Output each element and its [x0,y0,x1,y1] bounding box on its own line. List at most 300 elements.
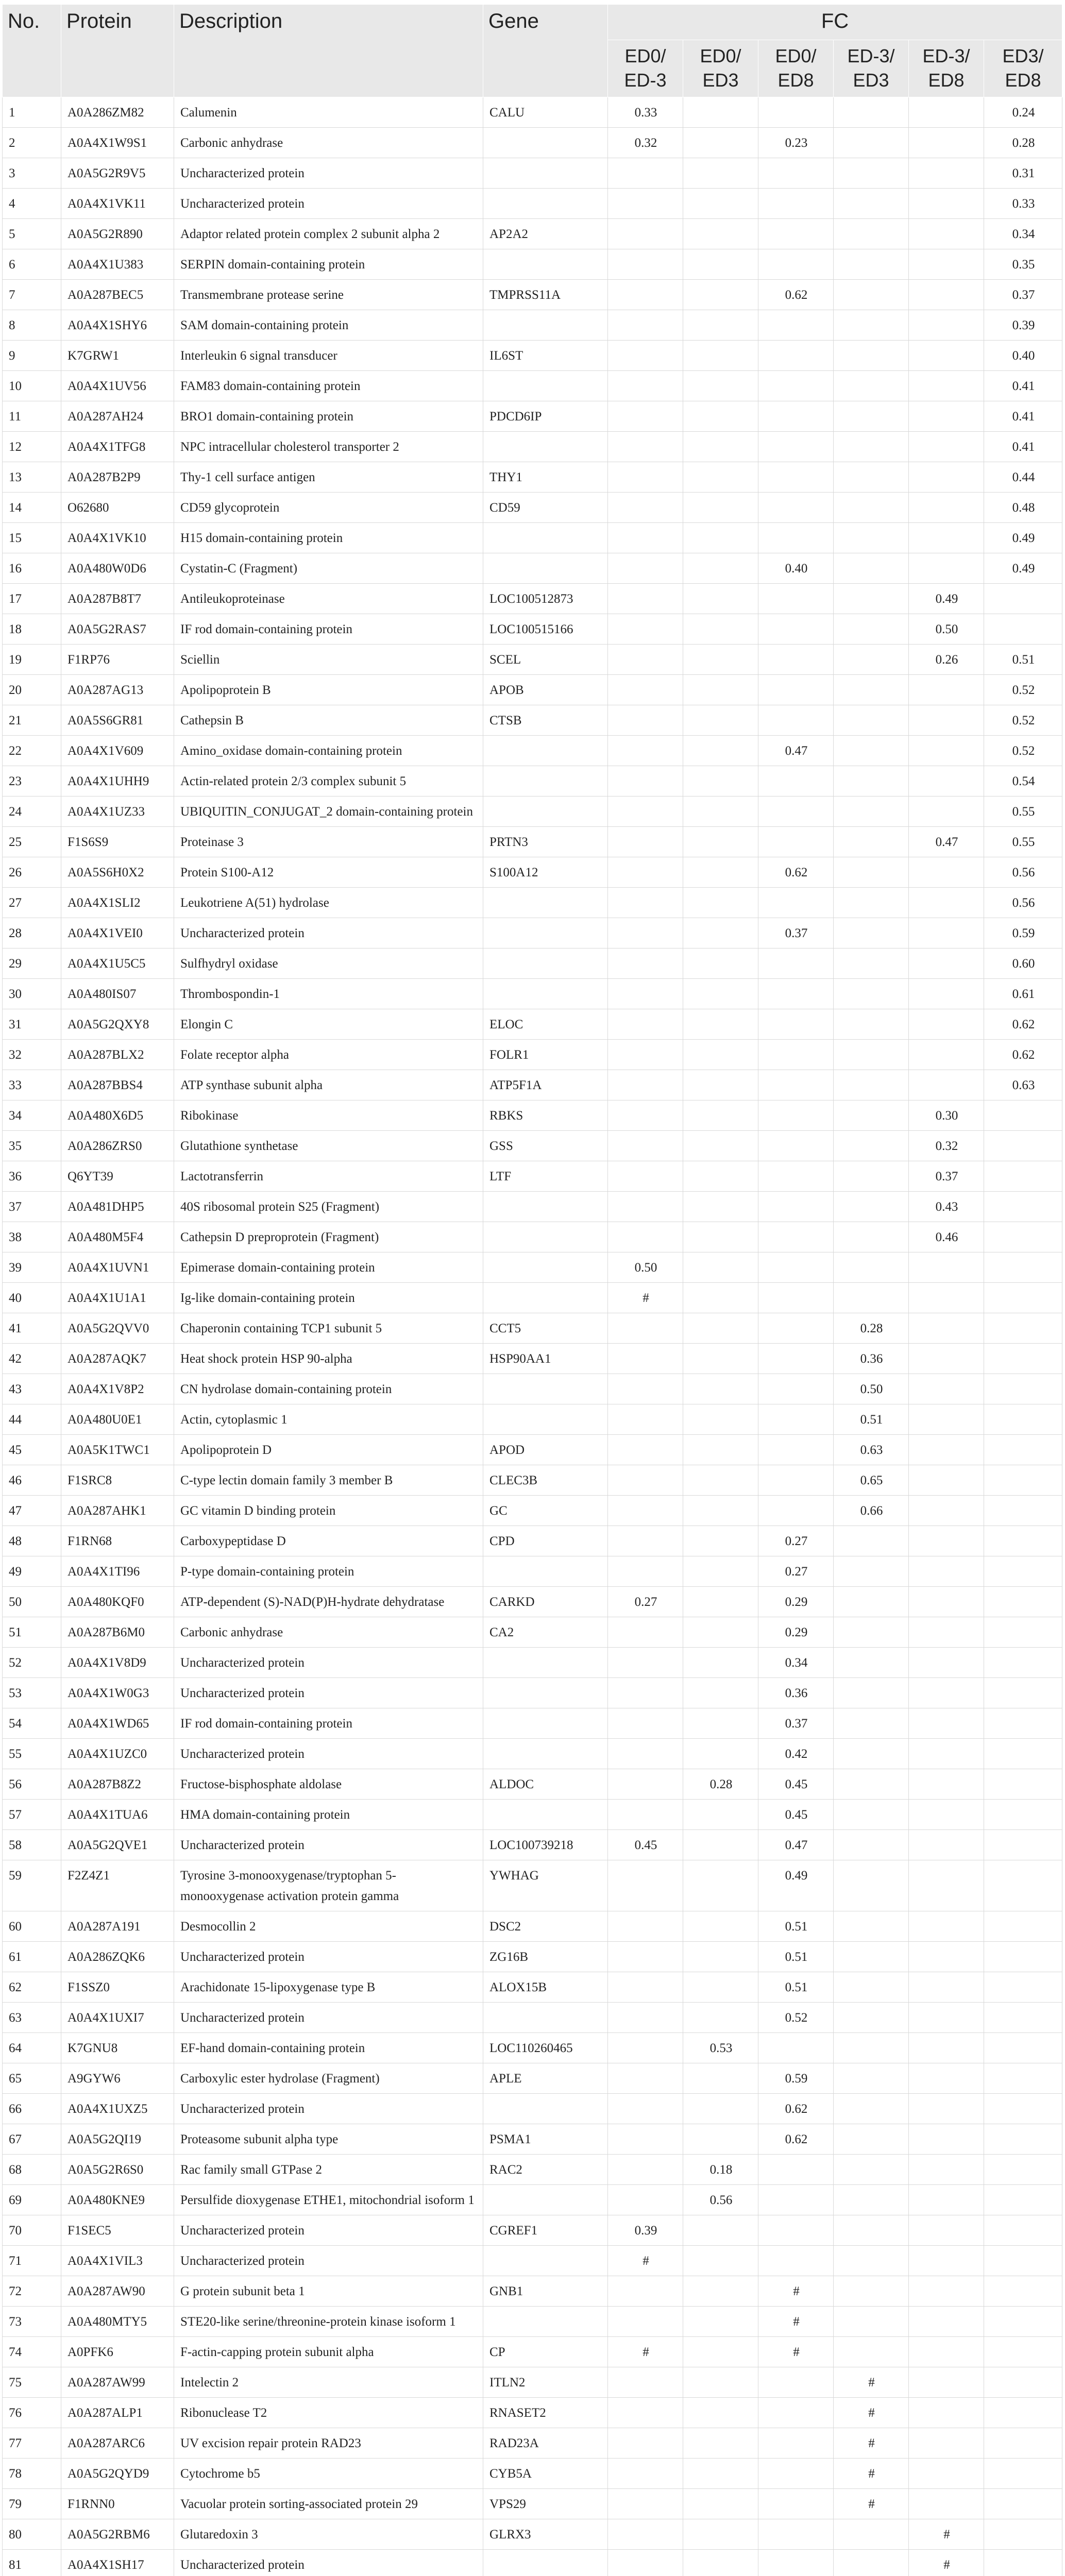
cell-fc-ed0-ed3 [683,522,758,553]
cell-no: 8 [3,310,61,340]
cell-no: 52 [3,1647,61,1677]
cell-no: 39 [3,1252,61,1282]
cell-fc-edm3-ed3 [834,2093,909,2124]
table-row [3,2245,1062,2276]
cell-gene: LOC100739218 [483,1829,608,1860]
cell-fc-ed0-ed3 [683,2276,758,2306]
cell-fc-ed0-edm3 [608,249,683,279]
cell-fc-ed0-ed8: # [758,2336,834,2367]
cell-fc-edm3-ed8: 0.26 [909,644,984,674]
cell-protein: A0A4X1U5C5 [61,948,174,978]
cell-fc-edm3-ed8 [909,1708,984,1738]
cell-fc-ed0-edm3 [608,1769,683,1799]
cell-fc-ed0-ed3 [683,948,758,978]
cell-fc-edm3-ed3 [834,948,909,978]
cell-fc-edm3-ed3 [834,1647,909,1677]
cell-fc-edm3-ed8 [909,2093,984,2124]
cell-fc-ed0-ed3 [683,462,758,492]
cell-fc-edm3-ed8 [909,1829,984,1860]
cell-fc-ed0-edm3 [608,2519,683,2549]
cell-no: 81 [3,2549,61,2576]
cell-fc-edm3-ed3 [834,2002,909,2032]
table-row [3,401,1062,431]
cell-fc-edm3-ed8 [909,2336,984,2367]
cell-protein: A0A5S6H0X2 [61,857,174,887]
cell-no: 25 [3,826,61,857]
cell-fc-edm3-ed3 [834,218,909,249]
cell-fc-edm3-ed8 [909,2245,984,2276]
cell-fc-ed0-ed3 [683,370,758,401]
cell-fc-edm3-ed8 [909,97,984,127]
cell-fc-ed0-edm3 [608,1039,683,1070]
table-row [3,1222,1062,1252]
cell-protein: A0A287A191 [61,1911,174,1941]
cell-description: Elongin C [174,1009,483,1039]
cell-fc-edm3-ed3 [834,1708,909,1738]
cell-no: 80 [3,2519,61,2549]
header-protein: Protein [61,5,174,97]
cell-fc-edm3-ed3 [834,2032,909,2063]
cell-protein: A9GYW6 [61,2063,174,2093]
table-row [3,1860,1062,1911]
cell-no: 34 [3,1100,61,1130]
cell-description: NPC intracellular cholesterol transporter 2 [174,431,483,462]
cell-description: ATP synthase subunit alpha [174,1070,483,1100]
cell-fc-ed0-ed3 [683,2336,758,2367]
cell-no: 30 [3,978,61,1009]
cell-fc-edm3-ed3: # [834,2428,909,2458]
cell-fc-ed0-ed3 [683,1941,758,1972]
cell-fc-ed3-ed8: 0.41 [984,370,1062,401]
cell-gene: CARKD [483,1586,608,1617]
cell-fc-ed3-ed8: 0.61 [984,978,1062,1009]
cell-fc-edm3-ed3: 0.51 [834,1404,909,1434]
cell-no: 57 [3,1799,61,1829]
cell-fc-edm3-ed8: # [909,2519,984,2549]
cell-no: 27 [3,887,61,918]
cell-no: 44 [3,1404,61,1434]
cell-protein: A0A4X1UZ33 [61,796,174,826]
cell-fc-ed3-ed8 [984,1222,1062,1252]
cell-fc-ed0-ed3 [683,2549,758,2576]
cell-fc-ed0-ed8 [758,2245,834,2276]
cell-fc-ed3-ed8: 0.40 [984,340,1062,370]
cell-fc-ed3-ed8: 0.33 [984,188,1062,218]
cell-protein: F1RN68 [61,1526,174,1556]
cell-fc-ed0-ed8 [758,2184,834,2215]
cell-fc-ed0-ed8: 0.47 [758,735,834,766]
cell-fc-ed0-ed3 [683,1677,758,1708]
cell-gene [483,1374,608,1404]
cell-fc-ed0-edm3: 0.32 [608,127,683,158]
cell-fc-edm3-ed3 [834,2154,909,2184]
cell-no: 48 [3,1526,61,1556]
table-row [3,2306,1062,2336]
cell-fc-ed3-ed8: 0.56 [984,857,1062,887]
cell-gene [483,948,608,978]
cell-fc-ed0-ed3 [683,766,758,796]
table-row [3,279,1062,310]
cell-fc-ed0-edm3 [608,158,683,188]
cell-fc-edm3-ed3 [834,1130,909,1161]
cell-fc-ed0-ed8 [758,1130,834,1161]
cell-fc-ed0-ed8: 0.51 [758,1911,834,1941]
cell-fc-ed3-ed8 [984,1282,1062,1313]
cell-fc-ed0-ed8 [758,1191,834,1222]
cell-fc-edm3-ed3 [834,1829,909,1860]
cell-fc-ed0-ed3 [683,644,758,674]
cell-fc-edm3-ed3 [834,1039,909,1070]
cell-no: 21 [3,705,61,735]
table-row [3,1404,1062,1434]
cell-fc-ed3-ed8: 0.62 [984,1039,1062,1070]
cell-fc-ed0-ed3 [683,1465,758,1495]
cell-fc-ed0-edm3 [608,583,683,614]
cell-fc-ed0-ed8 [758,1465,834,1495]
cell-protein: A0A480KQF0 [61,1586,174,1617]
cell-fc-ed0-ed3 [683,1282,758,1313]
cell-fc-ed0-ed3 [683,2367,758,2397]
cell-no: 54 [3,1708,61,1738]
cell-fc-edm3-ed3 [834,492,909,522]
cell-fc-ed0-edm3 [608,2458,683,2488]
cell-gene: APOD [483,1434,608,1465]
cell-fc-edm3-ed8 [909,1617,984,1647]
cell-description: Folate receptor alpha [174,1039,483,1070]
cell-fc-edm3-ed8 [909,1070,984,1100]
header-fc-col: ED-3/ ED3 [834,40,909,97]
cell-protein: A0A287B2P9 [61,462,174,492]
table-row [3,97,1062,127]
cell-protein: A0A4X1UZC0 [61,1738,174,1769]
table-row [3,1647,1062,1677]
cell-fc-ed0-edm3 [608,948,683,978]
cell-protein: A0A287AHK1 [61,1495,174,1526]
cell-fc-edm3-ed8 [909,705,984,735]
cell-protein: A0A287AG13 [61,674,174,705]
cell-fc-ed0-ed3 [683,1647,758,1677]
cell-gene: YWHAG [483,1860,608,1911]
cell-protein: A0A286ZRS0 [61,1130,174,1161]
cell-fc-ed0-ed8 [758,97,834,127]
table-row [3,1769,1062,1799]
table-row [3,2276,1062,2306]
cell-fc-ed3-ed8 [984,2184,1062,2215]
cell-fc-edm3-ed3 [834,1617,909,1647]
cell-description: Vacuolar protein sorting-associated protein 29 [174,2488,483,2519]
cell-fc-ed3-ed8 [984,614,1062,644]
cell-gene: DSC2 [483,1911,608,1941]
cell-gene: CPD [483,1526,608,1556]
cell-fc-ed0-ed3 [683,2428,758,2458]
cell-protein: A0A5G2QVV0 [61,1313,174,1343]
cell-description: CN hydrolase domain-containing protein [174,1374,483,1404]
cell-fc-edm3-ed8 [909,1911,984,1941]
table-row [3,918,1062,948]
cell-fc-ed0-ed8 [758,887,834,918]
cell-fc-ed0-ed3 [683,401,758,431]
cell-protein: A0A4X1V609 [61,735,174,766]
table-row [3,1039,1062,1070]
cell-fc-ed0-ed8 [758,158,834,188]
cell-protein: F1SEC5 [61,2215,174,2245]
cell-description: Uncharacterized protein [174,2245,483,2276]
cell-description: Carbonic anhydrase [174,1617,483,1647]
cell-fc-ed3-ed8 [984,1526,1062,1556]
cell-fc-ed0-ed8 [758,401,834,431]
table-row [3,1161,1062,1191]
cell-gene: CALU [483,97,608,127]
cell-protein: A0A4X1WD65 [61,1708,174,1738]
cell-fc-edm3-ed8: 0.30 [909,1100,984,1130]
cell-no: 23 [3,766,61,796]
cell-fc-edm3-ed8 [909,2458,984,2488]
table-row [3,218,1062,249]
table-row [3,735,1062,766]
cell-fc-ed0-ed8 [758,826,834,857]
cell-gene [483,2093,608,2124]
cell-fc-ed3-ed8: 0.55 [984,826,1062,857]
cell-fc-ed0-edm3 [608,1009,683,1039]
cell-gene: LOC110260465 [483,2032,608,2063]
cell-fc-ed0-ed3 [683,796,758,826]
cell-fc-edm3-ed3 [834,2215,909,2245]
cell-fc-ed0-ed3 [683,2215,758,2245]
cell-gene: ALOX15B [483,1972,608,2002]
cell-fc-ed0-ed8: 0.29 [758,1617,834,1647]
cell-no: 40 [3,1282,61,1313]
cell-description: Uncharacterized protein [174,1738,483,1769]
table-row [3,1617,1062,1647]
cell-fc-ed3-ed8: 0.37 [984,279,1062,310]
cell-fc-ed3-ed8 [984,1100,1062,1130]
cell-fc-ed0-ed3: 0.28 [683,1769,758,1799]
cell-fc-edm3-ed3: 0.63 [834,1434,909,1465]
cell-fc-ed0-ed8 [758,1100,834,1130]
cell-fc-ed0-ed8: 0.62 [758,2093,834,2124]
cell-fc-ed0-edm3 [608,1434,683,1465]
cell-no: 43 [3,1374,61,1404]
cell-description: G protein subunit beta 1 [174,2276,483,2306]
table-row [3,1100,1062,1130]
cell-no: 22 [3,735,61,766]
cell-fc-edm3-ed8 [909,553,984,583]
cell-fc-ed0-ed3 [683,310,758,340]
cell-gene: VPS29 [483,2488,608,2519]
cell-fc-ed0-ed3 [683,1343,758,1374]
cell-description: Fructose-bisphosphate aldolase [174,1769,483,1799]
cell-gene: RAD23A [483,2428,608,2458]
cell-fc-ed3-ed8 [984,1769,1062,1799]
cell-no: 13 [3,462,61,492]
cell-description: Chaperonin containing TCP1 subunit 5 [174,1313,483,1343]
cell-gene [483,1647,608,1677]
cell-fc-edm3-ed8 [909,431,984,462]
cell-fc-ed3-ed8: 0.39 [984,310,1062,340]
cell-protein: A0A287AW90 [61,2276,174,2306]
cell-fc-ed0-edm3 [608,218,683,249]
cell-protein: A0A287ARC6 [61,2428,174,2458]
cell-description: Rac family small GTPase 2 [174,2154,483,2184]
cell-no: 65 [3,2063,61,2093]
cell-fc-ed3-ed8 [984,2063,1062,2093]
cell-fc-edm3-ed3 [834,1556,909,1586]
cell-gene: RBKS [483,1100,608,1130]
cell-gene: HSP90AA1 [483,1343,608,1374]
cell-fc-ed3-ed8 [984,1677,1062,1708]
cell-description: Ribokinase [174,1100,483,1130]
cell-fc-ed0-ed3 [683,2458,758,2488]
cell-gene [483,2306,608,2336]
cell-no: 20 [3,674,61,705]
cell-gene: CLEC3B [483,1465,608,1495]
cell-description: SERPIN domain-containing protein [174,249,483,279]
cell-gene: FOLR1 [483,1039,608,1070]
cell-fc-edm3-ed3 [834,1070,909,1100]
cell-description: Heat shock protein HSP 90-alpha [174,1343,483,1374]
cell-fc-ed3-ed8 [984,2336,1062,2367]
cell-fc-edm3-ed8 [909,1374,984,1404]
cell-description: Cathepsin B [174,705,483,735]
cell-fc-ed0-edm3 [608,978,683,1009]
cell-fc-edm3-ed8 [909,2428,984,2458]
cell-fc-edm3-ed8: # [909,2549,984,2576]
cell-fc-ed0-ed3 [683,127,758,158]
cell-fc-ed3-ed8 [984,1252,1062,1282]
cell-gene: ALDOC [483,1769,608,1799]
cell-protein: A0A4X1V8D9 [61,1647,174,1677]
cell-gene: ZG16B [483,1941,608,1972]
cell-gene [483,1556,608,1586]
cell-description: Proteinase 3 [174,826,483,857]
cell-no: 36 [3,1161,61,1191]
cell-protein: A0A480W0D6 [61,553,174,583]
cell-fc-edm3-ed3 [834,1911,909,1941]
cell-fc-ed3-ed8 [984,2276,1062,2306]
cell-description: Thy-1 cell surface antigen [174,462,483,492]
cell-gene [483,1738,608,1769]
cell-fc-ed0-edm3 [608,2549,683,2576]
cell-fc-edm3-ed3 [834,249,909,279]
cell-description: Transmembrane protease serine [174,279,483,310]
cell-fc-ed0-edm3 [608,1972,683,2002]
table-row [3,1911,1062,1941]
cell-no: 14 [3,492,61,522]
cell-fc-ed3-ed8 [984,2397,1062,2428]
cell-fc-ed0-ed8 [758,1434,834,1465]
cell-fc-edm3-ed3: 0.66 [834,1495,909,1526]
cell-description: F-actin-capping protein subunit alpha [174,2336,483,2367]
cell-fc-edm3-ed8 [909,1343,984,1374]
cell-no: 72 [3,2276,61,2306]
table-row [3,1941,1062,1972]
table-row [3,1282,1062,1313]
cell-fc-ed0-edm3 [608,918,683,948]
cell-no: 4 [3,188,61,218]
cell-no: 60 [3,1911,61,1941]
cell-fc-ed0-edm3: 0.27 [608,1586,683,1617]
cell-gene: RAC2 [483,2154,608,2184]
cell-fc-ed0-edm3 [608,2428,683,2458]
cell-fc-ed0-ed8 [758,2428,834,2458]
cell-fc-edm3-ed3 [834,766,909,796]
cell-fc-ed0-ed8: 0.47 [758,1829,834,1860]
cell-gene [483,553,608,583]
cell-fc-edm3-ed3 [834,1799,909,1829]
cell-protein: A0A480U0E1 [61,1404,174,1434]
cell-gene [483,2245,608,2276]
cell-fc-edm3-ed3 [834,1222,909,1252]
cell-no: 76 [3,2397,61,2428]
cell-description: IF rod domain-containing protein [174,1708,483,1738]
cell-gene [483,796,608,826]
table-row [3,1009,1062,1039]
table-row [3,310,1062,340]
cell-fc-edm3-ed3: 0.65 [834,1465,909,1495]
cell-gene: ITLN2 [483,2367,608,2397]
cell-fc-ed0-ed3 [683,1313,758,1343]
cell-fc-edm3-ed8 [909,674,984,705]
cell-description: Arachidonate 15-lipoxygenase type B [174,1972,483,2002]
cell-gene [483,735,608,766]
cell-fc-ed0-edm3: 0.50 [608,1252,683,1282]
cell-fc-ed0-ed8 [758,2458,834,2488]
cell-fc-ed0-edm3 [608,1860,683,1911]
cell-description: FAM83 domain-containing protein [174,370,483,401]
cell-protein: A0A5G2RAS7 [61,614,174,644]
table-row [3,1495,1062,1526]
cell-description: EF-hand domain-containing protein [174,2032,483,2063]
cell-fc-ed3-ed8 [984,1161,1062,1191]
cell-description: Actin, cytoplasmic 1 [174,1404,483,1434]
table-row [3,826,1062,857]
cell-fc-ed3-ed8: 0.60 [984,948,1062,978]
cell-no: 78 [3,2458,61,2488]
cell-fc-ed0-ed3 [683,218,758,249]
table-row [3,1252,1062,1282]
cell-protein: A0A4X1VIL3 [61,2245,174,2276]
table-row [3,1313,1062,1343]
cell-fc-ed0-ed8 [758,2215,834,2245]
cell-protein: K7GRW1 [61,340,174,370]
cell-no: 3 [3,158,61,188]
cell-fc-ed0-ed3 [683,279,758,310]
cell-fc-edm3-ed8 [909,1860,984,1911]
cell-fc-ed0-ed3 [683,1860,758,1911]
table-row [3,1708,1062,1738]
cell-fc-edm3-ed8 [909,1556,984,1586]
cell-protein: A0A287AQK7 [61,1343,174,1374]
cell-fc-ed0-ed3 [683,1404,758,1434]
cell-fc-ed3-ed8 [984,2245,1062,2276]
cell-fc-ed3-ed8 [984,1130,1062,1161]
cell-fc-ed3-ed8 [984,2549,1062,2576]
cell-fc-edm3-ed8 [909,1313,984,1343]
cell-fc-ed0-ed3 [683,1586,758,1617]
table-row [3,1738,1062,1769]
cell-fc-ed0-edm3 [608,1313,683,1343]
cell-no: 67 [3,2124,61,2154]
cell-description: Cystatin-C (Fragment) [174,553,483,583]
cell-fc-edm3-ed3 [834,2063,909,2093]
cell-description: Thrombospondin-1 [174,978,483,1009]
cell-fc-ed3-ed8: 0.28 [984,127,1062,158]
cell-gene: TMPRSS11A [483,279,608,310]
cell-no: 16 [3,553,61,583]
cell-fc-ed0-ed3 [683,1526,758,1556]
cell-fc-edm3-ed8 [909,2306,984,2336]
cell-fc-edm3-ed3 [834,1677,909,1708]
